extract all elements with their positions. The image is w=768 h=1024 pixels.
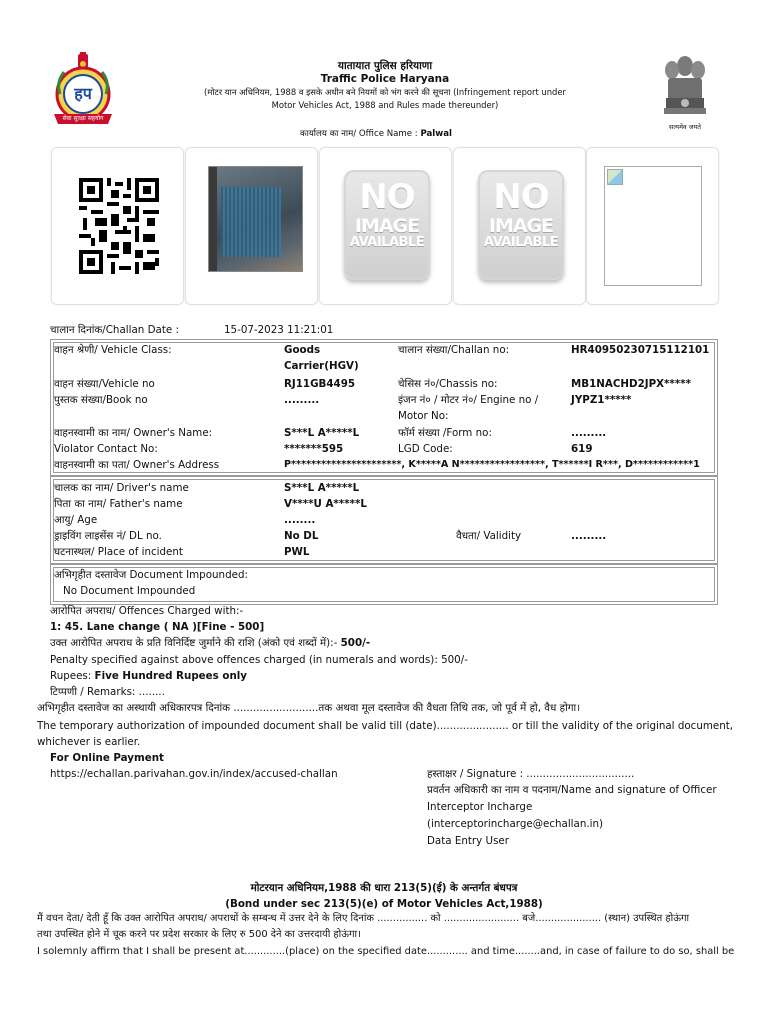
place-of-incident-value: PWL: [284, 546, 310, 558]
vehicle-class-value-2: Carrier(HGV): [284, 360, 359, 372]
vehicle-photo: [208, 166, 303, 272]
officer-email: (interceptorincharge@echallan.in): [427, 818, 604, 830]
vehicle-no-label: वाहन संख्या/Vehicle no: [54, 378, 155, 390]
father-name-value: V****U A*****L: [284, 498, 367, 510]
engine-label-1: इंजन नं० / मोटर नं०/ Engine no /: [398, 394, 539, 406]
vehicle-no-value: RJ11GB4495: [284, 378, 356, 390]
subtitle-line-1: (मोटर यान अधिनियम, 1988 व इसके अधीन बने नियमों को भंग करने की सूचना (Infringement report under: [204, 87, 566, 97]
owner-name-label: वाहनस्वामी का नाम/ Owner's Name:: [54, 427, 213, 439]
penalty-english: Penalty specified against above offences charged (in numerals and words): 500/-: [50, 654, 468, 666]
title-english: Traffic Police Haryana: [320, 73, 450, 85]
photo-placeholder-3: [586, 147, 719, 305]
owner-address-label: वाहनस्वामी का पता/ Owner's Address: [54, 459, 220, 471]
driver-details-section: [50, 476, 718, 564]
violator-contact-label: Violator Contact No:: [54, 443, 158, 455]
engine-label-2: Motor No:: [398, 410, 449, 422]
penalty-hindi: [50, 635, 370, 651]
subtitle-line-2: Motor Vehicles Act, 1988 and Rules made thereunder): [271, 100, 499, 110]
bond-title-hindi: मोटरयान अधिनियम,1988 की धारा 213(5)(ई) के अन्तर्गत बंधपत्र: [250, 882, 518, 894]
driver-name-label: चालक का नाम/ Driver's name: [54, 482, 189, 494]
challan-date-value: 15-07-2023 11:21:01: [224, 324, 334, 336]
bond-title-english: (Bond under sec 213(5)(e) of Motor Vehicles Act,1988): [225, 898, 543, 910]
document-impounded-label: अभिगृहीत दस्तावेज Document Impounded:: [54, 569, 248, 581]
validity-label: वैधता/ Validity: [456, 530, 522, 542]
officer-designation: Interceptor Incharge: [427, 801, 533, 813]
vehicle-class-label: वाहन श्रेणी/ Vehicle Class:: [54, 344, 172, 356]
broken-image-frame: [604, 166, 702, 286]
penalty-hindi-text: उक्त आरोपित अपराध के प्रति विनिर्दिष्ट जुर्माने की राशि (अंको एवं शब्दों में):-: [50, 637, 338, 649]
authorization-english-line-2: whichever is earlier.: [37, 736, 141, 748]
rupees-line: [50, 668, 247, 684]
book-no-value: .........: [284, 394, 320, 406]
officer-name-label: प्रवर्तन अधिकारी का नाम व पदनाम/Name and signature of Officer: [427, 784, 717, 796]
rupees-value: Five Hundred Rupees only: [94, 670, 248, 682]
offences-label: आरोपित अपराध/ Offences Charged with:-: [50, 605, 244, 617]
no-image-available-icon: NO IMAGE AVAILABLE: [478, 170, 564, 280]
national-emblem: [660, 52, 710, 132]
age-value: ........: [284, 514, 316, 526]
qr-code-icon: [79, 178, 159, 274]
bond-hindi-line-1: मैं वचन देता/ देती हूँ कि उक्त आरोपित अपराध/ अपराधों के सम्बन्ध में उत्तर देने के लिए दिनांक ................ को ........................ बजे..................... (स्थान) उपस्थित होऊंगा: [37, 913, 690, 924]
broken-image-icon: [607, 169, 623, 185]
vehicle-class-value-1: Goods: [284, 344, 321, 356]
authorization-hindi: अभिगृहीत दस्तावेज का अस्थायी अधिकारपत्र दिनांक ..........................तक अथवा मूल दस्तावेज की वैधता तिथि तक, जो पूर्व में हो, वैध होगा।: [37, 702, 581, 714]
father-name-label: पिता का नाम/ Father's name: [54, 498, 183, 510]
challan-no-value: HR40950230715112101: [571, 344, 710, 356]
age-label: आयु/ Age: [54, 514, 98, 526]
office-label: कार्यालय का नाम/ Office Name :: [300, 129, 418, 139]
photo-placeholder-2: [453, 147, 586, 305]
qr-code-box: [51, 147, 184, 305]
lgd-code-value: 619: [571, 443, 593, 455]
online-payment-link[interactable]: https://echallan.parivahan.gov.in/index/accused-challan: [50, 768, 338, 780]
form-no-value: .........: [571, 427, 607, 439]
document-impounded-value: No Document Impounded: [63, 585, 196, 597]
logo-text: हप: [74, 84, 92, 103]
chassis-value: MB1NACHD2JPX*****: [571, 378, 691, 390]
penalty-hindi-value: 500/-: [340, 637, 371, 649]
office-value: Palwal: [420, 129, 452, 139]
emblem-caption: सत्यमेव जयते: [669, 123, 701, 131]
document-impounded-section: [50, 564, 718, 605]
dl-no-value: No DL: [284, 530, 319, 542]
data-entry-user: Data Entry User: [427, 835, 509, 847]
chassis-label: चेसिस नं०/Chassis no:: [398, 378, 498, 390]
vehicle-details-section: [50, 339, 718, 476]
challan-date-label: चालान दिनांक/Challan Date :: [50, 324, 179, 336]
place-of-incident-label: घटनास्थल/ Place of incident: [54, 546, 183, 558]
rupees-label: Rupees:: [50, 670, 92, 682]
lgd-code-label: LGD Code:: [398, 443, 453, 455]
title-hindi: यातायात पुलिस हरियाणा: [337, 60, 433, 72]
challan-no-label: चालान संख्या/Challan no:: [398, 344, 510, 356]
online-payment-heading: For Online Payment: [50, 752, 164, 764]
dl-no-label: ड्राइविंग लाइसेंस नं/ DL no.: [54, 530, 162, 542]
haryana-police-logo: [50, 52, 116, 132]
book-no-label: पुस्तक संख्या/Book no: [54, 394, 148, 406]
office-name: [300, 127, 452, 139]
driver-name-value: S***L A*****L: [284, 482, 360, 494]
logo-ribbon-text: सेवा सुरक्षा सहयोग: [62, 115, 104, 122]
photo-placeholder-1: [319, 147, 452, 305]
authorization-english-line-1: The temporary authorization of impounded document shall be valid till (date)...................... or till the validity of the original document,: [37, 720, 734, 732]
owner-name-value: S***L A*****L: [284, 427, 360, 439]
owner-address-value: P**********************, K*****A N*****************, T******I R***, D************1: [284, 459, 700, 470]
bond-english-line-1: I solemnly affirm that I shall be present at.............(place) on the specified date............. and time........and, in case of failure to do so, shall be: [37, 946, 735, 957]
offence-item: 1: 45. Lane change ( NA )[Fine - 500]: [50, 621, 265, 633]
engine-value: JYPZ1*****: [571, 394, 632, 406]
no-image-available-icon: NO IMAGE AVAILABLE: [344, 170, 430, 280]
form-no-label: फॉर्म संख्या /Form no:: [398, 427, 492, 439]
violator-contact-value: *******595: [284, 443, 344, 455]
remarks: टिप्पणी / Remarks: ........: [50, 686, 165, 698]
validity-value: .........: [571, 530, 607, 542]
bond-hindi-line-2: तथा उपस्थित होने में चूक करने पर प्रदेश सरकार के लिए रु 500 देने का उत्तरदायी होऊंगा।: [37, 929, 361, 940]
signature-line: हस्ताक्षर / Signature : .................................: [427, 768, 635, 780]
vehicle-photo-box[interactable]: [185, 147, 318, 305]
